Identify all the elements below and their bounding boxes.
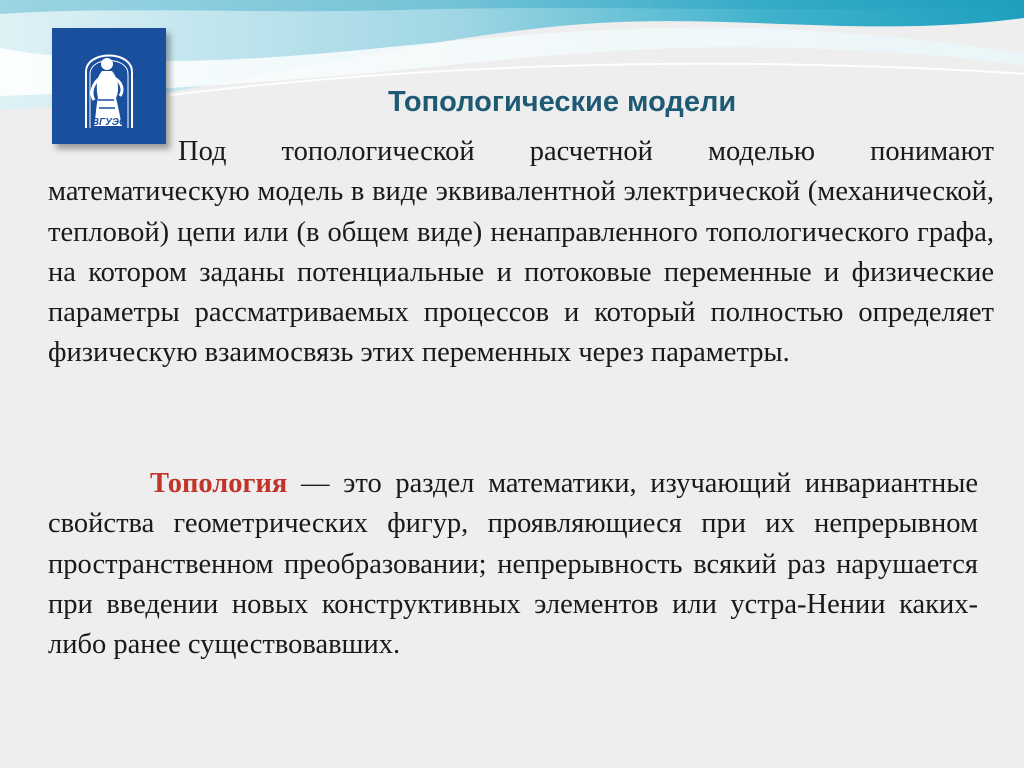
topology-definition: — это раздел математики, изучающий инвариантные свойства геометрических фигур, проявляющиеся при их непрерывном пространственном преобразовании; непрерывность всякий раз нарушается при введении новых конструктивных элементов или устра-Нении каких-либо ранее существовавших. [48,468,978,661]
statue-emblem-icon [52,28,166,144]
logo-text: ВГУЭС [91,117,127,128]
slide-title: Топологические модели [388,86,737,118]
topology-term: Топология [150,468,288,499]
definition-paragraph: Под топологической расчетной моделью понимают математическую модель в виде эквивалентной электрической (механической, тепловой) цепи или (в общем виде) ненаправленного топологического графа, на котором заданы потенциальные и потоковые переменные и физические параметры рассматриваемых процессов и который полностью определяет физическую взаимосвязь этих переменных через параметры. [48,136,994,369]
university-logo [52,28,166,144]
topology-paragraph [48,464,978,665]
